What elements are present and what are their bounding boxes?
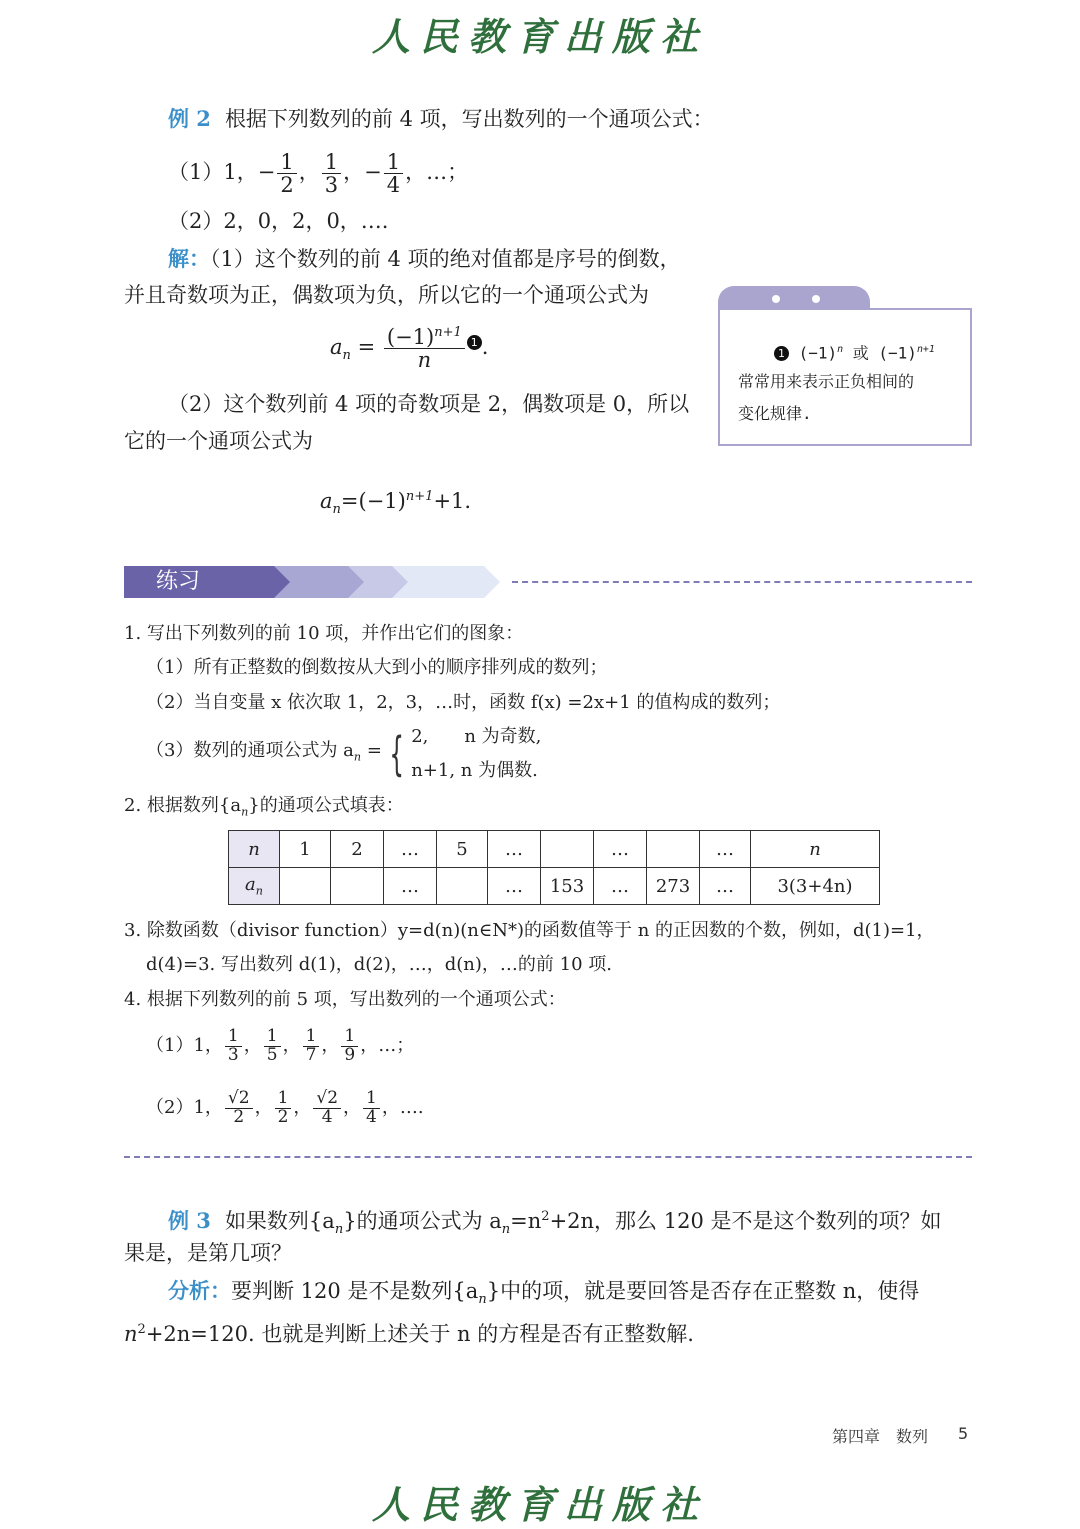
page-number: 5 [958,1424,969,1443]
table-cell: n [229,831,280,868]
fraction: $\frac{√2}{2}$ [225,1090,253,1127]
fill-table-wrapper [228,830,880,905]
table-cell: … [488,868,541,905]
piecewise-cases: 2, n 为奇数, n+1, n 为偶数. [411,726,542,781]
table-cell: … [700,868,751,905]
solution2-line1: （2）这个数列前 4 项的奇数项是 2，偶数项是 0，所以 [168,392,690,416]
table-cell: 1 [280,831,331,868]
table-cell [331,868,384,905]
fraction: $\frac{√2}{4}$ [313,1090,341,1127]
fraction: $\frac{1}{5}$ [264,1028,281,1065]
table-cell: 153 [541,868,594,905]
solution-line2: 并且奇数项为正，偶数项为负，所以它的一个通项公式为 [124,283,649,307]
side-note [718,308,972,446]
exercise4-title: 4. 根据下列数列的前 5 项，写出数列的一个通项公式： [124,989,566,1010]
table-cell: … [384,868,437,905]
fraction: $\frac{1}{3}$ [322,151,341,196]
example3-line2: 果是，是第几项？ [124,1241,292,1265]
side-note-line2: 常常用来表示正负相间的 [738,372,915,391]
side-note-line1: 1 $(-1)^n$ 或 $(-1)^{n+1}$ [774,334,935,369]
exercise3-line1: 3. 除数函数（divisor function）y=d(n)(n∈N*)的函数值等于 n 的正因数的个数，例如，d(1)=1， [124,920,935,941]
example3-line1: 例 3 如果数列$\{a_n\}$的通项公式为 $a_n=n^2+2n$，那么 120 是不是这个数列的项？如 [168,1208,942,1238]
fraction: $\frac{1}{2}$ [275,1090,292,1127]
table-cell: … [594,868,647,905]
table-cell: 5 [437,831,488,868]
example2-part1-terms: − $\frac{1}{2}$ ， $\frac{1}{3}$ ，− $\frac{1}{4}$ [258,160,405,184]
table-cell: … [488,831,541,868]
example2-part1: （1）1，− $\frac{1}{2}$ ， $\frac{1}{3}$ ，− $\frac{1}{4}$ ，…； [168,149,469,197]
table-row [229,831,880,868]
exercise1-title: 1. 写出下列数列的前 10 项，并作出它们的图象： [124,623,524,644]
solution-label: 解： [168,246,210,271]
table-cell: … [594,831,647,868]
fraction: $\frac{1}{7}$ [303,1028,320,1065]
publisher-logo-bottom: 人民教育出版社 [371,1482,708,1527]
solution-line1: 解：（1）这个数列的前 4 项的绝对值都是序号的倒数， [168,246,681,271]
practice-bottom-dashes [124,1156,972,1158]
exercise4-part1: （1）1， $\frac{1}{3}$ ， $\frac{1}{5}$ ， $\frac{1}{7}$ ， $\frac{1}{9}$ ，…； [146,1025,415,1065]
analysis-line2: $n^2+2n=120$. 也就是判断上述关于 n 的方程是否有正整数解. [124,1322,694,1346]
analysis-label: 分析： [168,1278,231,1303]
table-row [229,868,880,905]
exercise1-part1: （1）所有正整数的倒数按从大到小的顺序排列成的数列； [146,657,608,678]
table-cell: 2 [331,831,384,868]
fraction: $\frac{1}{4}$ [363,1090,380,1127]
table-cell: 273 [647,868,700,905]
practice-title: 练习 [156,569,201,594]
table-cell: n [751,831,880,868]
table-cell: … [384,831,437,868]
table-cell [647,831,700,868]
solution2-line2: 它的一个通项公式为 [124,429,313,453]
analysis-line1: 分析：要判断 120 是不是数列$\{a_n\}$中的项，就是要回答是否存在正整数 n，使得 [168,1278,920,1308]
fraction: $\frac{1}{4}$ [384,151,403,196]
formula-2: $a_n=(-1)^{n+1}+1$. [320,489,472,518]
exercise1-part2: （2）当自变量 x 依次取 1，2，3，…时，函数 f(x) =2x+1 的值构成的数列； [146,692,781,713]
practice-header-dashes [512,581,972,583]
chapter-label: 第四章 数列 [832,1427,929,1446]
example3-label: 例 3 [168,1208,211,1233]
exercise3-line2: d(4)=3. 写出数列 d(1)，d(2)，…，d(n)，…的前 10 项. [146,954,612,975]
practice-header [124,566,504,598]
example2-part2: （2）2，0，2，0，…. [168,209,389,233]
exercise2-title: 2. 根据数列$\{a_n\}$的通项公式填表： [124,795,404,819]
exercise1-part3: （3）数列的通项公式为 $a_n$ = { 2, n 为奇数, n+1, n 为偶数. [146,720,541,788]
fill-table [228,830,880,905]
exercise4-part2: （2）1， $\frac{√2}{2}$ ， $\frac{1}{2}$ ， $\frac{√2}{4}$ ， $\frac{1}{4}$ ，…. [146,1087,424,1127]
table-cell [541,831,594,868]
formula-1: $a_n$ = $\frac{(-1)^{n+1}}{n}$ 1 . [330,324,489,372]
formula-1-fraction: $\frac{(-1)^{n+1}}{n}$ [384,326,465,371]
table-cell: … [700,831,751,868]
side-note-line3: 变化规律. [738,404,812,423]
fraction: $\frac{1}{3}$ [225,1028,242,1065]
fraction: $\frac{1}{9}$ [341,1028,358,1065]
table-cell [280,868,331,905]
publisher-logo-top: 人民教育出版社 [371,14,708,59]
fraction: $\frac{1}{2}$ [277,151,296,196]
table-cell [437,868,488,905]
example2-label: 例 2 [168,106,211,131]
example2-question: 例 2 根据下列数列的前 4 项，写出数列的一个通项公式： [168,106,714,131]
table-cell: 3(3+4n) [751,868,880,905]
table-cell: $a_n$ [229,868,280,905]
footnote-marker: 1 [467,335,482,350]
